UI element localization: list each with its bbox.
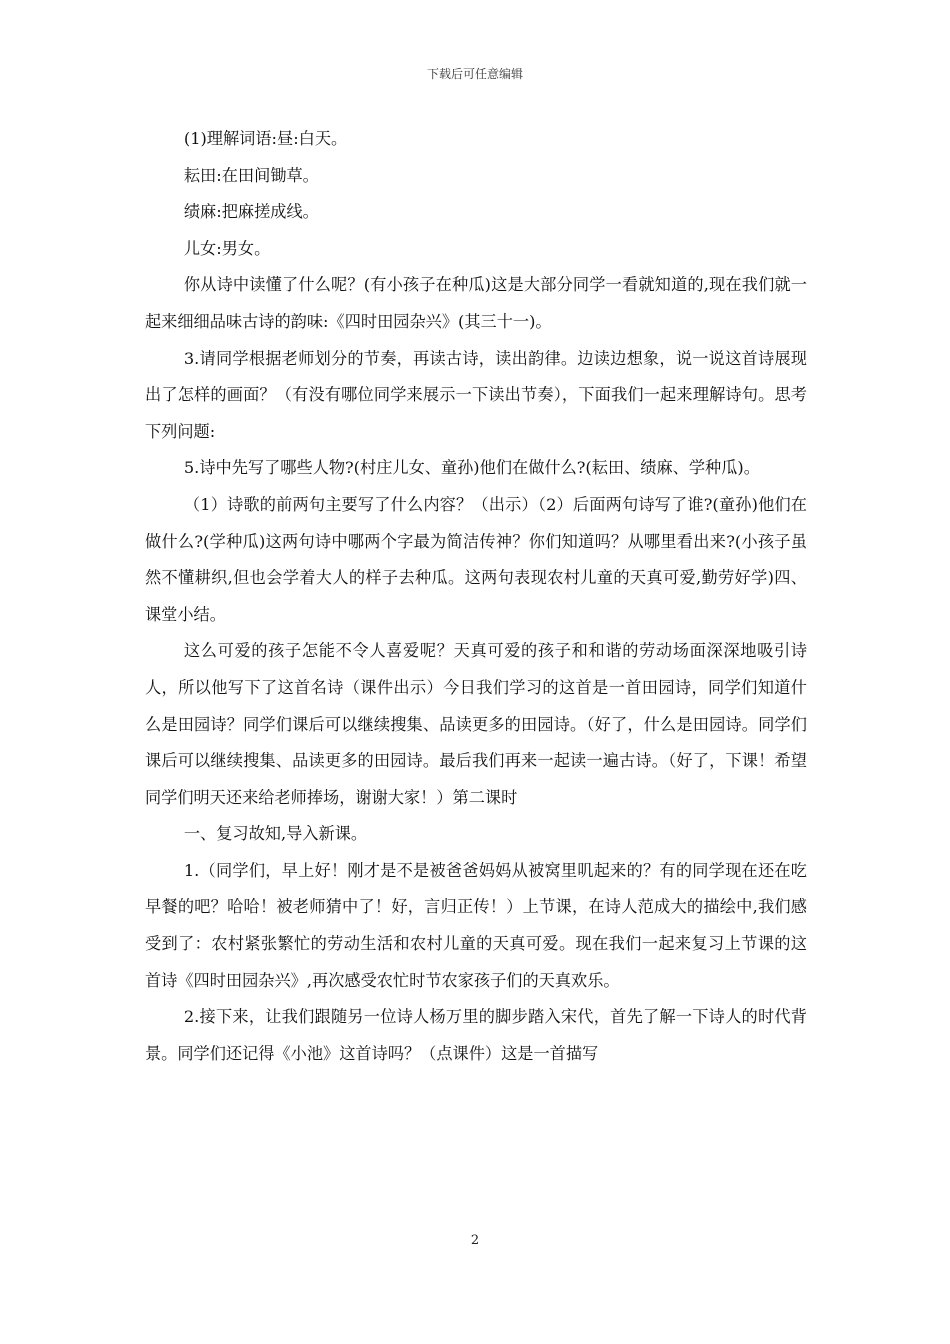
paragraph-step-5: 5.诗中先写了哪些人物?(村庄儿女、童孙)他们在做什么?(耘田、绩麻、学种瓜)。 xyxy=(183,458,760,478)
paragraph-vocab-intro: (1)理解词语:昼:白天。 xyxy=(183,129,348,148)
paragraph-review-2: 2.接下来，让我们跟随另一位诗人杨万里的脚步踏入宋代，首先了解一下诗人的时代背景。同学们还记得《小池》这首诗吗？（点课件）这是一首描写 xyxy=(145,1007,807,1063)
paragraph-summary: 这么可爱的孩子怎能不令人喜爱呢？天真可爱的孩子和和谐的劳动场面深深地吸引诗人，所以他写下了这首名诗（课件出示）今日我们学习的这首是一首田园诗，同学们知道什么是田园诗？同学们课后可以继续搜集、品读更多的田园诗。（好了，什么是田园诗。同学们课后可以继续搜集、品读更多的田园诗。最后我们再来一起读一遍古诗。（好了，下课！希望同学们明天还来给老师捧场，谢谢大家！）第二课时 xyxy=(145,641,807,807)
page-header: 下载后可任意编辑 xyxy=(426,67,523,81)
paragraph-vocab-jima: 绩麻:把麻搓成线。 xyxy=(183,202,319,222)
paragraph-poem-analysis: （1）诗歌的前两句主要写了什么内容？（出示）（2）后面两句诗写了谁?(童孙)他们在做什么?(学种瓜)这两句诗中哪两个字最为简洁传神？你们知道吗？从哪里看出来?(小孩子虽然不懂耕织,但也会学着大人的样子去种瓜。这两句表现农村儿童的天真可爱,勤劳好学)四、课堂小结。 xyxy=(145,494,807,624)
paragraph-reading-question: 你从诗中读懂了什么呢？(有小孩子在种瓜)这是大部分同学一看就知道的,现在我们就一起来细细品味古诗的韵味:《四时田园杂兴》(其三十一)。 xyxy=(145,275,807,331)
page-number: 2 xyxy=(470,1233,480,1248)
document-body xyxy=(145,121,807,1072)
paragraph-vocab-ernv: 儿女:男女。 xyxy=(183,238,271,258)
paragraph-section-review: 一、复习故知,导入新课。 xyxy=(183,824,368,844)
paragraph-step-3: 3.请同学根据老师划分的节奏，再读古诗，读出韵律。边读边想象，说一说这首诗展现出了怎样的画面？（有没有哪位同学来展示一下读出节奏），下面我们一起来理解诗句。思考下列问题: xyxy=(145,348,807,441)
paragraph-review-1: 1.（同学们，早上好！刚才是不是被爸爸妈妈从被窝里叽起来的？有的同学现在还在吃早餐的吧？哈哈！被老师猜中了！好，言归正传！）上节课，在诗人范成大的描绘中,我们感受到了：农村紧张繁忙的劳动生活和农村儿童的天真可爱。现在我们一起来复习上节课的这首诗《四时田园杂兴》,再次感受农忙时节农家孩子们的天真欢乐。 xyxy=(145,860,807,990)
paragraph-vocab-yuntian: 耘田:在田间锄草。 xyxy=(183,165,319,185)
